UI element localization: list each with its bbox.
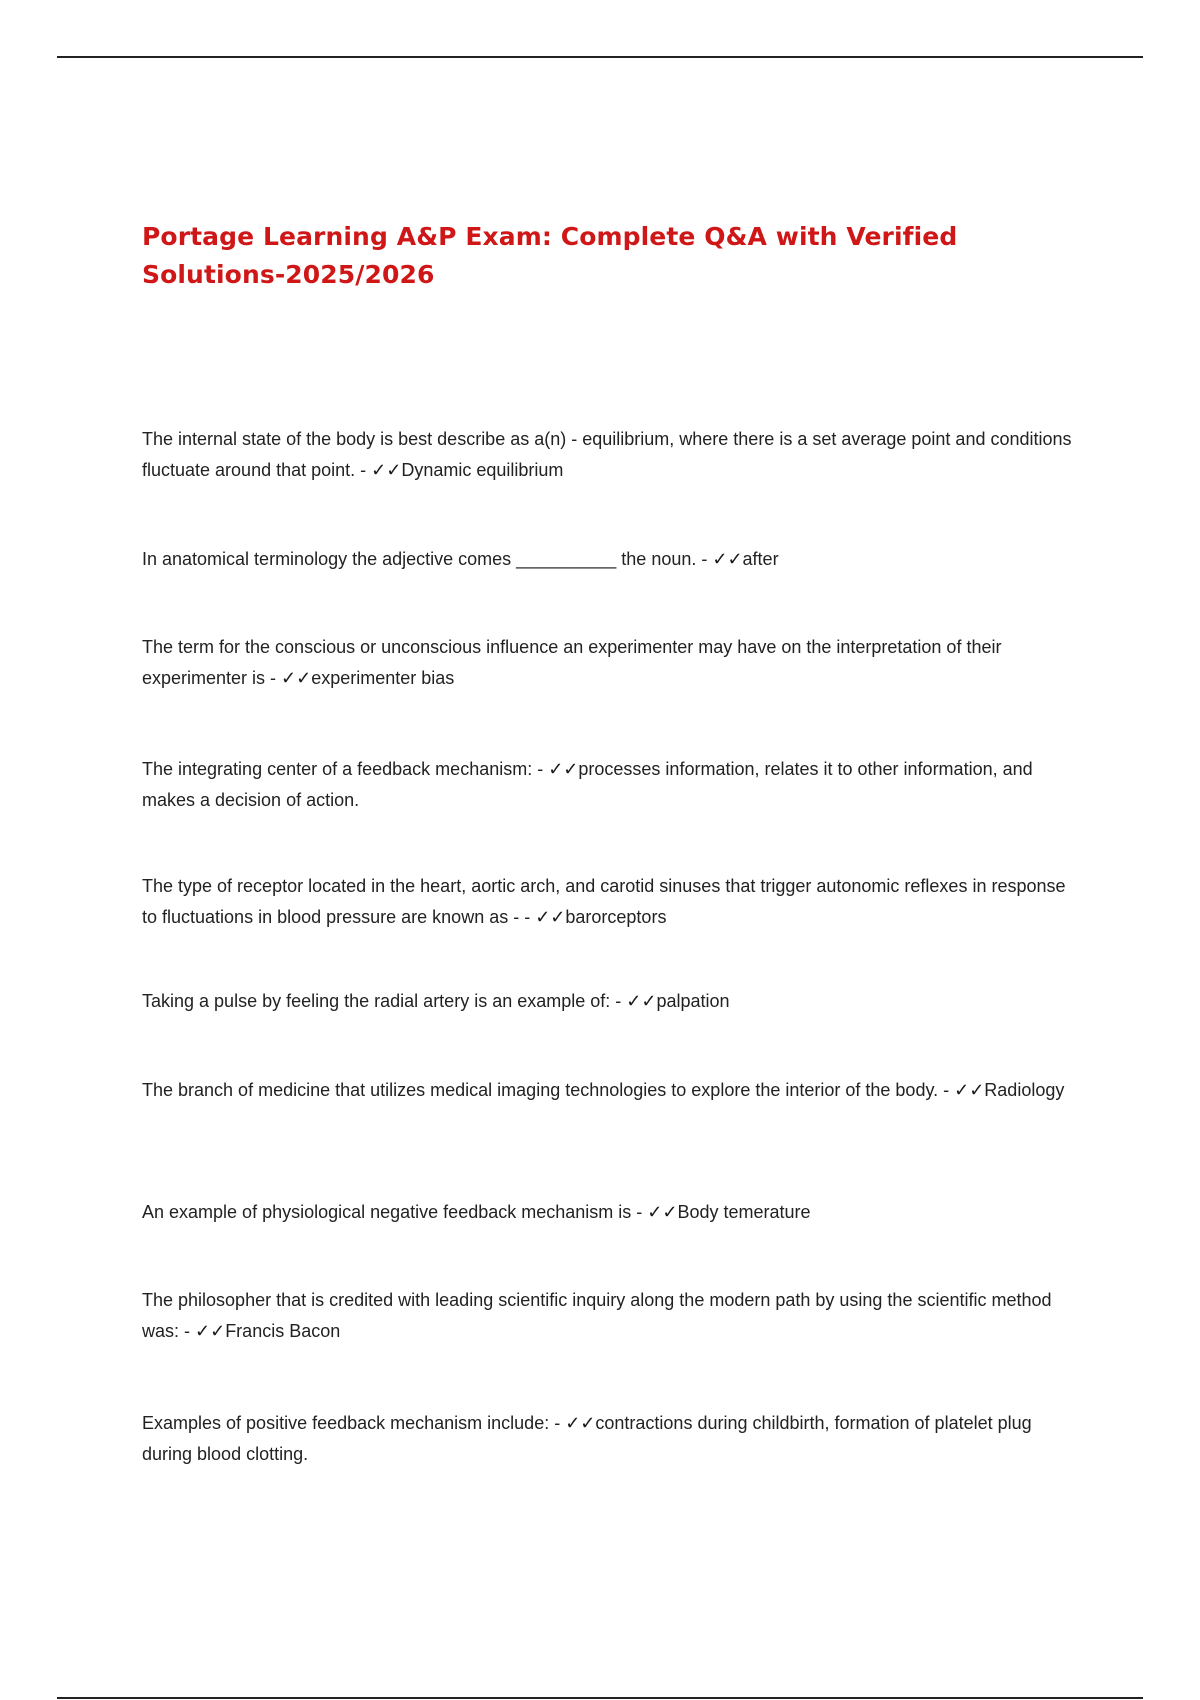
qa-item <box>142 544 1072 575</box>
answer-text: Radiology <box>984 1080 1065 1100</box>
double-check-icon: ✓✓ <box>565 1413 596 1433</box>
answer-text: processes information, relates it to other information, and makes a decision of action. <box>142 759 1033 810</box>
question-text: In anatomical terminology the adjective comes __________ the noun. <box>142 549 697 569</box>
answer-text: contractions during childbirth, formation of platelet plug during blood clotting. <box>142 1413 1032 1464</box>
question-text: An example of physiological negative feedback mechanism is <box>142 1202 632 1222</box>
double-check-icon: ✓✓ <box>647 1202 678 1222</box>
qa-item <box>142 424 1072 486</box>
separator: - <box>519 907 536 927</box>
bottom-rule <box>57 1697 1143 1699</box>
qa-item <box>142 1408 1072 1470</box>
double-check-icon: ✓✓ <box>371 460 402 480</box>
separator: - <box>610 991 627 1011</box>
answer-text: barorceptors <box>565 907 667 927</box>
qa-item <box>142 1197 1072 1228</box>
answer-text: after <box>742 549 779 569</box>
question-text: Examples of positive feedback mechanism include: <box>142 1413 550 1433</box>
answer-text: palpation <box>656 991 730 1011</box>
separator: - <box>265 668 282 688</box>
double-check-icon: ✓✓ <box>195 1321 226 1341</box>
question-text: The philosopher that is credited with leading scientific inquiry along the modern path by using the scientific method was: <box>142 1290 1052 1341</box>
answer-text: Francis Bacon <box>225 1321 341 1341</box>
question-text: Taking a pulse by feeling the radial artery is an example of: <box>142 991 611 1011</box>
separator: - <box>631 1202 648 1222</box>
double-check-icon: ✓✓ <box>281 668 312 688</box>
question-text: The term for the conscious or unconscious influence an experimenter may have on the interpretation of their experimenter is <box>142 637 1002 688</box>
separator: - <box>696 549 713 569</box>
double-check-icon: ✓✓ <box>954 1080 985 1100</box>
separator: - <box>179 1321 196 1341</box>
document-body <box>142 218 1072 1464</box>
separator: - <box>549 1413 566 1433</box>
question-text: The type of receptor located in the heart, aortic arch, and carotid sinuses that trigger autonomic reflexes in response to fluctuations in blood pressure are known as - <box>142 876 1066 927</box>
top-rule <box>57 56 1143 58</box>
double-check-icon: ✓✓ <box>626 991 657 1011</box>
qa-item <box>142 1285 1072 1347</box>
answer-text: Dynamic equilibrium <box>401 460 564 480</box>
separator: - <box>355 460 372 480</box>
separator: - <box>938 1080 955 1100</box>
double-check-icon: ✓✓ <box>712 549 743 569</box>
document-title: Portage Learning A&P Exam: Complete Q&A with Verified Solutions-2025/2026 <box>142 222 958 289</box>
qa-item <box>142 632 1072 694</box>
qa-item <box>142 871 1072 933</box>
question-text: The integrating center of a feedback mechanism: <box>142 759 533 779</box>
qa-item <box>142 754 1072 816</box>
question-text: The internal state of the body is best describe as a(n) - equilibrium, where there is a set average point and conditions fluctuate around that point. <box>142 429 1072 480</box>
answer-text: experimenter bias <box>311 668 455 688</box>
question-text: The branch of medicine that utilizes medical imaging technologies to explore the interior of the body. <box>142 1080 939 1100</box>
qa-item <box>142 986 1072 1017</box>
qa-item <box>142 1075 1072 1106</box>
double-check-icon: ✓✓ <box>548 759 579 779</box>
answer-text: Body temerature <box>677 1202 811 1222</box>
separator: - <box>532 759 549 779</box>
double-check-icon: ✓✓ <box>535 907 566 927</box>
